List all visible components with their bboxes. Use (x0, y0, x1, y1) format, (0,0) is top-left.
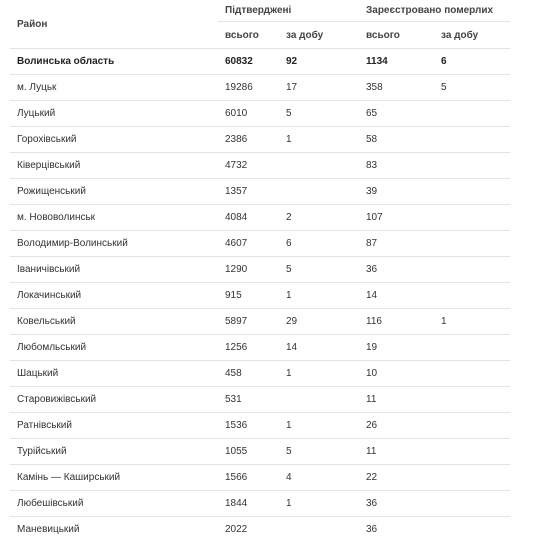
table-row (10, 283, 510, 309)
district-cell: Маневицький (10, 517, 218, 543)
confirmed-per-day-cell: 5 (279, 101, 359, 127)
table-row (10, 439, 510, 465)
table-row (10, 127, 510, 153)
confirmed-per-day-cell: 1 (279, 283, 359, 309)
confirmed-per-day-cell: 1 (279, 491, 359, 517)
confirmed-total-cell: 1566 (218, 465, 279, 491)
deaths-per-day-cell (434, 153, 510, 179)
district-cell: Ковельський (10, 309, 218, 335)
deaths-total-cell: 11 (359, 439, 434, 465)
district-cell: Камінь — Каширський (10, 465, 218, 491)
deaths-total-cell: 116 (359, 309, 434, 335)
confirmed-total-cell: 1357 (218, 179, 279, 205)
deaths-total-cell: 39 (359, 179, 434, 205)
table-row (10, 387, 510, 413)
table-header (10, 0, 510, 49)
confirmed-total-cell: 1290 (218, 257, 279, 283)
confirmed-per-day-cell: 5 (279, 257, 359, 283)
confirmed-total-cell: 5897 (218, 309, 279, 335)
deaths-per-day-cell (434, 491, 510, 517)
deaths-total-cell: 11 (359, 387, 434, 413)
confirmed-total-cell: 458 (218, 361, 279, 387)
deaths-total-cell: 58 (359, 127, 434, 153)
confirmed-per-day-cell (279, 153, 359, 179)
deaths-per-day-cell (434, 517, 510, 543)
deaths-per-day-cell (434, 205, 510, 231)
confirmed-per-day-cell (279, 179, 359, 205)
deaths-total-cell: 36 (359, 491, 434, 517)
deaths-total-cell: 22 (359, 465, 434, 491)
deaths-total-cell: 36 (359, 257, 434, 283)
deaths-per-day-cell (434, 439, 510, 465)
district-column-header: Район (17, 18, 48, 30)
deaths-total-cell: 10 (359, 361, 434, 387)
table-row (10, 101, 510, 127)
confirmed-per-day-cell: 29 (279, 309, 359, 335)
district-cell: м. Луцьк (10, 75, 218, 101)
district-cell: Іваничівський (10, 257, 218, 283)
deaths-per-day-cell (434, 335, 510, 361)
confirmed-per-day-header: за добу (279, 22, 359, 49)
confirmed-per-day-cell: 1 (279, 413, 359, 439)
confirmed-total-cell: 4084 (218, 205, 279, 231)
deaths-per-day-cell (434, 257, 510, 283)
confirmed-per-day-cell (279, 387, 359, 413)
deaths-per-day-cell: 6 (434, 49, 510, 75)
deaths-per-day-cell (434, 465, 510, 491)
confirmed-per-day-cell (279, 517, 359, 543)
district-cell: Любешівський (10, 491, 218, 517)
deaths-total-cell: 87 (359, 231, 434, 257)
table-row (10, 361, 510, 387)
deaths-total-cell: 14 (359, 283, 434, 309)
table-body (10, 49, 510, 543)
confirmed-per-day-cell: 14 (279, 335, 359, 361)
confirmed-total-cell: 2022 (218, 517, 279, 543)
confirmed-total-cell: 915 (218, 283, 279, 309)
district-cell: Любомльський (10, 335, 218, 361)
table-row (10, 413, 510, 439)
confirmed-per-day-cell: 92 (279, 49, 359, 75)
deaths-total-cell: 83 (359, 153, 434, 179)
confirmed-total-cell: 6010 (218, 101, 279, 127)
deaths-total-cell: 26 (359, 413, 434, 439)
deaths-total-cell: 36 (359, 517, 434, 543)
confirmed-per-day-cell: 1 (279, 127, 359, 153)
district-cell: м. Нововолинськ (10, 205, 218, 231)
table-row (10, 335, 510, 361)
confirmed-total-cell: 1055 (218, 439, 279, 465)
confirmed-total-cell: 1536 (218, 413, 279, 439)
confirmed-total-cell: 531 (218, 387, 279, 413)
confirmed-group-header: Підтверджені (225, 5, 292, 16)
confirmed-per-day-cell: 6 (279, 231, 359, 257)
deaths-per-day-cell (434, 361, 510, 387)
deaths-total-cell: 107 (359, 205, 434, 231)
confirmed-total-cell: 2386 (218, 127, 279, 153)
district-cell: Володимир-Волинський (10, 231, 218, 257)
district-cell: Ратнівський (10, 413, 218, 439)
deaths-total-cell: 1134 (359, 49, 434, 75)
confirmed-total-cell: 4732 (218, 153, 279, 179)
confirmed-total-cell: 1844 (218, 491, 279, 517)
deaths-total-cell: 19 (359, 335, 434, 361)
district-cell: Ківерцівський (10, 153, 218, 179)
table-row-region-total (10, 49, 510, 75)
table-row (10, 205, 510, 231)
deaths-per-day-cell (434, 283, 510, 309)
deaths-per-day-cell: 1 (434, 309, 510, 335)
district-cell: Рожищенський (10, 179, 218, 205)
covid-stats-table (10, 0, 510, 542)
deaths-per-day-cell (434, 127, 510, 153)
table-row (10, 231, 510, 257)
confirmed-total-cell: 19286 (218, 75, 279, 101)
deaths-per-day-cell (434, 179, 510, 205)
deaths-total-header: всього (359, 22, 434, 49)
deaths-total-cell: 65 (359, 101, 434, 127)
deaths-per-day-cell (434, 387, 510, 413)
confirmed-per-day-cell: 1 (279, 361, 359, 387)
district-cell: Старовижівський (10, 387, 218, 413)
district-cell: Волинська область (10, 49, 218, 75)
confirmed-total-cell: 1256 (218, 335, 279, 361)
deaths-total-cell: 358 (359, 75, 434, 101)
table-row (10, 465, 510, 491)
table-row (10, 517, 510, 543)
confirmed-total-header: всього (218, 22, 279, 49)
deaths-per-day-cell: 5 (434, 75, 510, 101)
district-cell: Шацький (10, 361, 218, 387)
deaths-per-day-cell (434, 231, 510, 257)
confirmed-total-cell: 60832 (218, 49, 279, 75)
district-cell: Турійський (10, 439, 218, 465)
deaths-per-day-cell (434, 101, 510, 127)
confirmed-per-day-cell: 2 (279, 205, 359, 231)
district-cell: Горохівський (10, 127, 218, 153)
table-row (10, 75, 510, 101)
deaths-per-day-header: за добу (434, 22, 510, 49)
confirmed-per-day-cell: 17 (279, 75, 359, 101)
table-row (10, 257, 510, 283)
deaths-group-header: Зареєстровано померлих (366, 5, 494, 16)
table-row (10, 491, 510, 517)
table-row (10, 309, 510, 335)
confirmed-per-day-cell: 4 (279, 465, 359, 491)
deaths-per-day-cell (434, 413, 510, 439)
table-row (10, 153, 510, 179)
district-cell: Луцький (10, 101, 218, 127)
confirmed-total-cell: 4607 (218, 231, 279, 257)
district-cell: Локачинський (10, 283, 218, 309)
confirmed-per-day-cell: 5 (279, 439, 359, 465)
table-row (10, 179, 510, 205)
